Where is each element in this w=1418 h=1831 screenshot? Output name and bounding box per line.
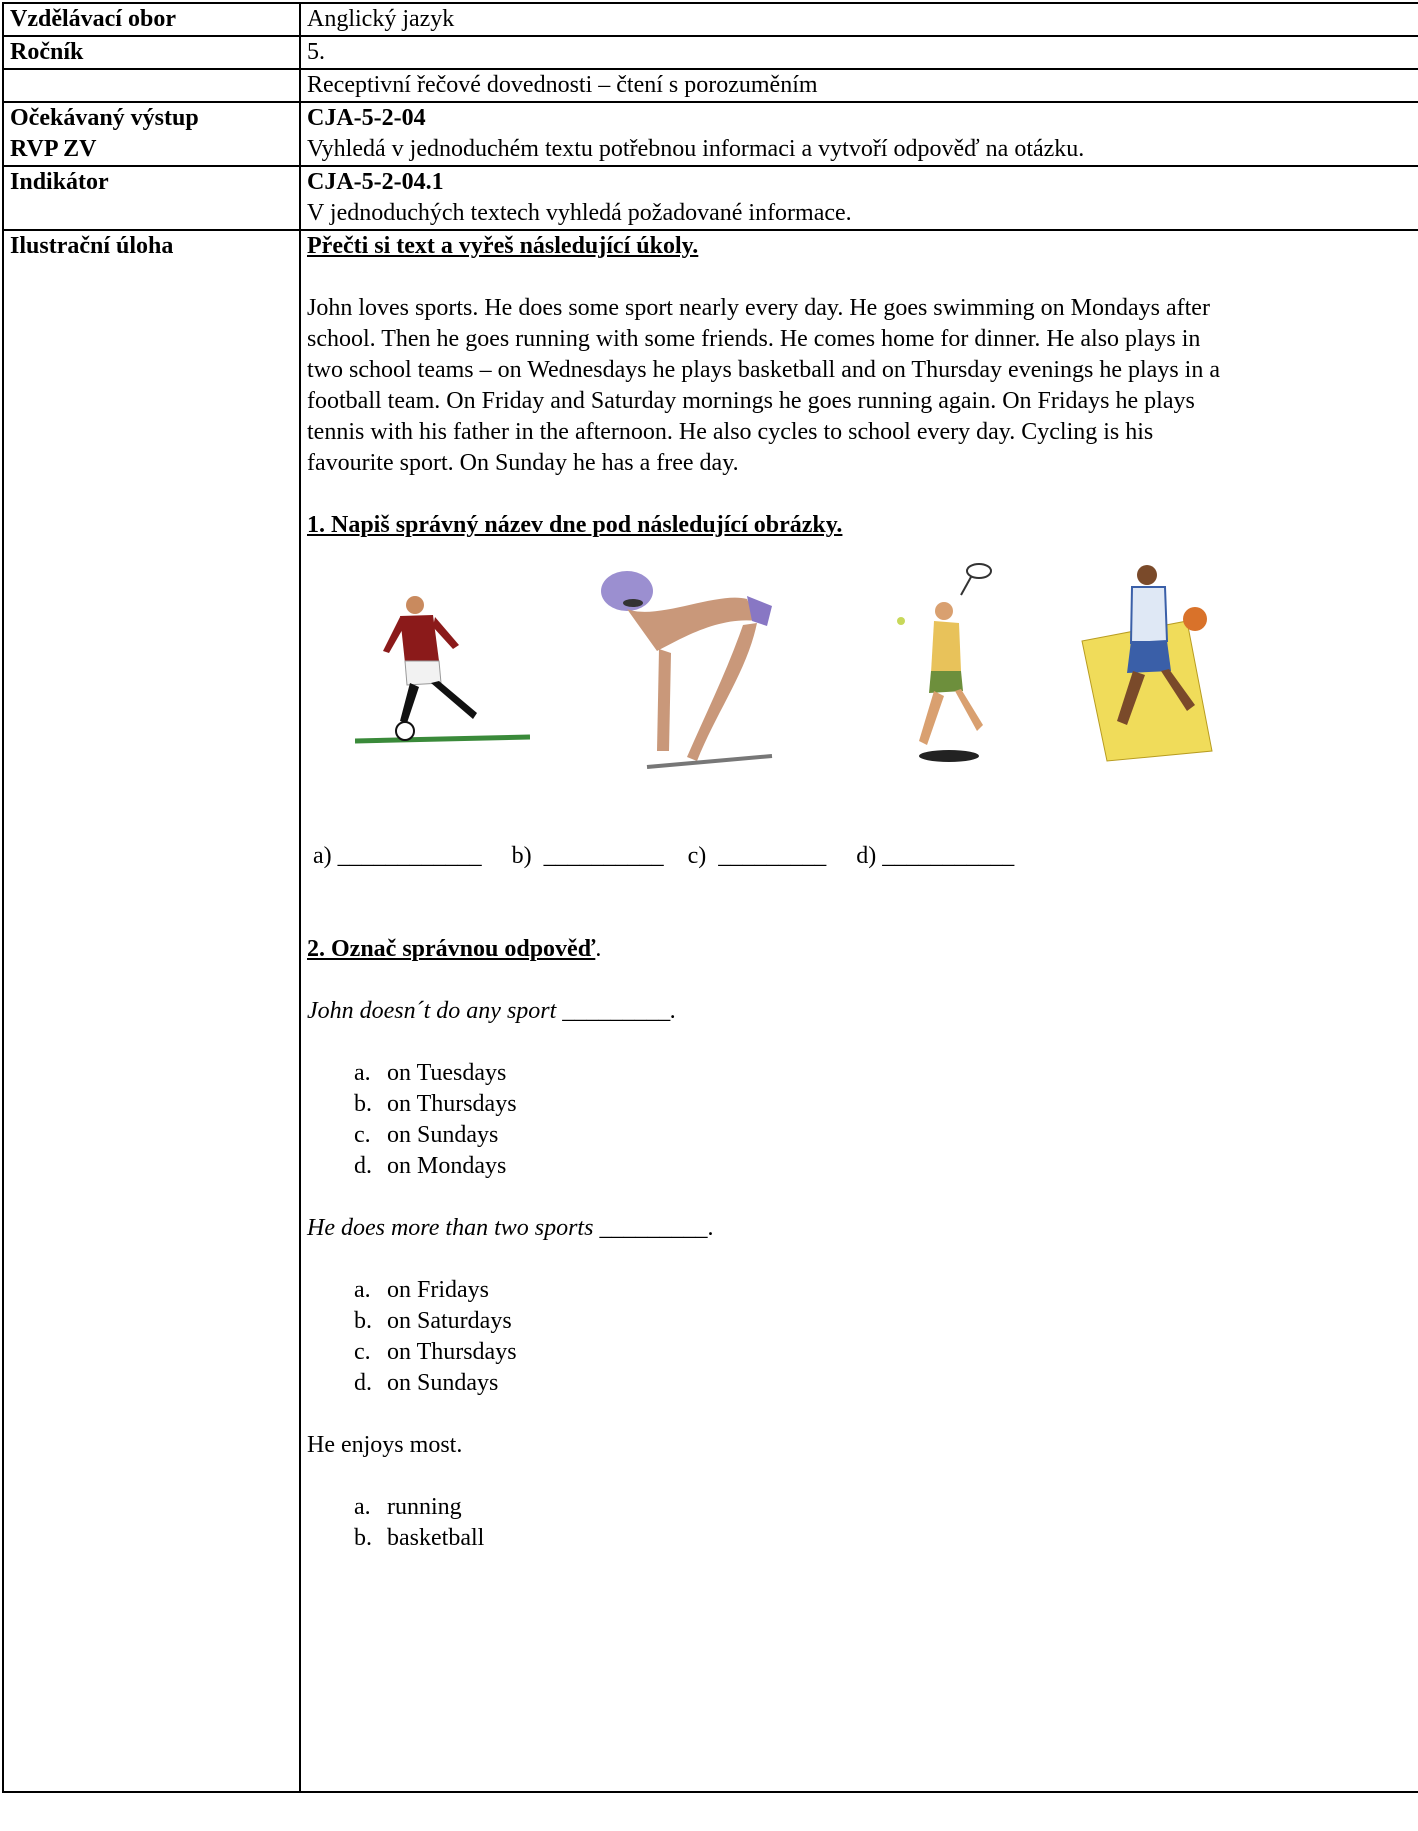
basketball-player-icon [1077, 561, 1217, 771]
outcome-code: CJA-5-2-04 [307, 105, 426, 131]
label-outcome [3, 102, 300, 166]
option-item[interactable]: c. on Sundays [354, 1122, 499, 1148]
question-2-title: 2. Označ správnou odpověď [307, 936, 596, 962]
option-item[interactable]: a. on Tuesdays [354, 1060, 507, 1086]
sentence-3-prompt: He enjoys most. [307, 1432, 463, 1458]
sentence-2-line: He does more than two sports _________. [307, 1215, 714, 1241]
label-empty [3, 69, 300, 102]
option-item[interactable]: c. on Thursdays [354, 1339, 517, 1365]
option-item[interactable]: a. on Fridays [354, 1277, 489, 1303]
swimmer-icon [597, 561, 777, 771]
label-subject: Vzdělávací obor [3, 3, 300, 36]
value-skill: Receptivní řečové dovednosti – čtení s porozuměním [300, 69, 1418, 102]
question-2-title-line: 2. Označ správnou odpověď. [307, 936, 602, 962]
option-item[interactable]: b. basketball [354, 1525, 485, 1551]
football-player-icon [355, 591, 530, 751]
sport-pictures [307, 561, 1418, 781]
value-grade: 5. [300, 36, 1418, 69]
option-item[interactable]: d. on Mondays [354, 1153, 507, 1179]
question-1-answer-lines[interactable]: a) ____________ b) __________ c) _________ d) ___________ [307, 843, 1015, 869]
value-subject: Anglický jazyk [300, 3, 1418, 36]
reading-passage: John loves sports. He does some sport nearly every day. He goes swimming on Mondays after school. Then he goes running with some friends. He comes home for dinner. He also plays in two school teams – on Wednesdays he plays basketball and on Thursday evenings he plays in a football team. On Friday and Saturday mornings he goes running again. On Fridays he plays tennis with his father in the afternoon. He also cycles to school every day. Cycling is his favourite sport. On Sunday he has a free day. [307, 295, 1220, 476]
tennis-player-icon [889, 561, 1009, 771]
indicator-code: CJA-5-2-04.1 [307, 169, 444, 195]
option-item[interactable]: a. running [354, 1494, 462, 1520]
task-cell [300, 230, 1418, 1792]
value-indicator [300, 166, 1418, 230]
option-item[interactable]: b. on Saturdays [354, 1308, 512, 1334]
sentence-3-options [307, 1492, 1418, 1554]
option-item[interactable]: b. on Thursdays [354, 1091, 517, 1117]
label-outcome-line2: RVP ZV [10, 136, 97, 162]
indicator-text: V jednoduchých textech vyhledá požadované informace. [307, 200, 852, 226]
worksheet-table [2, 2, 1418, 1793]
label-indicator: Indikátor [3, 166, 300, 230]
label-grade: Ročník [3, 36, 300, 69]
value-outcome [300, 102, 1418, 166]
label-task: Ilustrační úloha [3, 230, 300, 1792]
sentence-1-prompt: John doesn´t do any sport _________. [307, 998, 677, 1024]
sentence-2-options [307, 1275, 1418, 1399]
outcome-text: Vyhledá v jednoduchém textu potřebnou informaci a vytvoří odpověď na otázku. [307, 136, 1085, 162]
label-outcome-line1: Očekávaný výstup [10, 105, 199, 131]
sentence-2-prompt: He does more than two sports _________ [307, 1215, 708, 1241]
sentence-1-options [307, 1058, 1418, 1182]
option-item[interactable]: d. on Sundays [354, 1370, 499, 1396]
task-instruction: Přečti si text a vyřeš následující úkoly. [307, 233, 699, 259]
question-1-title: 1. Napiš správný název dne pod následující obrázky. [307, 512, 843, 538]
